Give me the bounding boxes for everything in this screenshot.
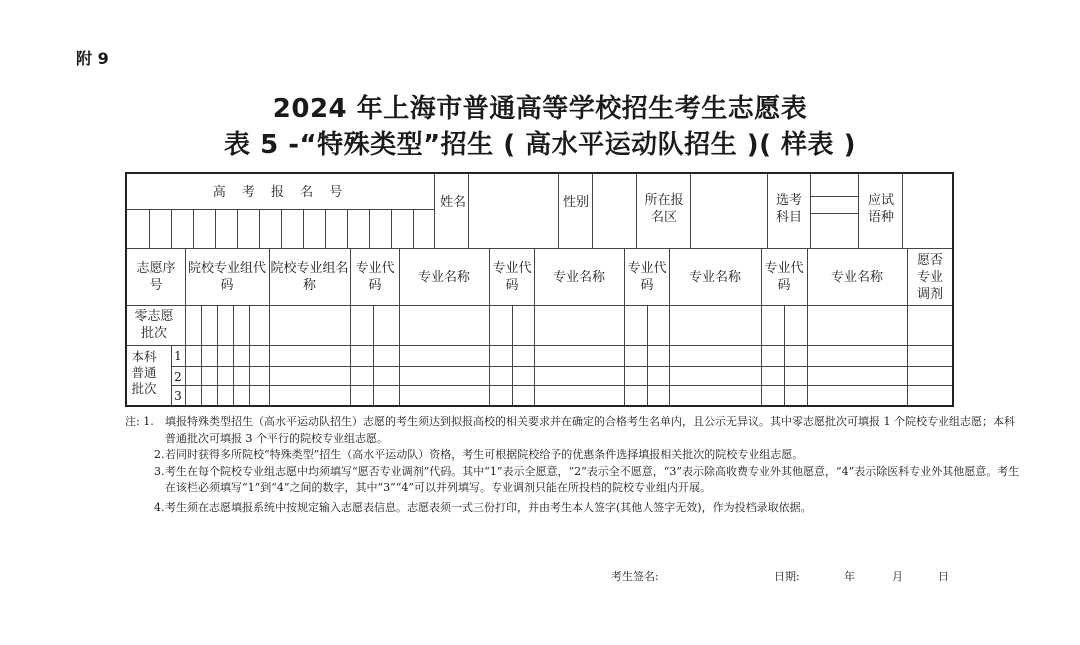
seq-header: 志愿序号 — [136, 261, 176, 293]
code-digit-line — [249, 305, 250, 405]
code-digit-line — [233, 305, 234, 405]
application-form-table — [125, 172, 954, 407]
digit-box — [237, 209, 238, 248]
note-number: 注: 1. — [125, 415, 154, 428]
appendix-label: 附 9 — [76, 49, 109, 68]
col-sep — [350, 248, 351, 405]
digit-box — [215, 209, 216, 248]
header-sep — [690, 174, 691, 248]
column-header-divider — [127, 305, 952, 306]
digit-box — [413, 209, 414, 248]
note-item — [125, 500, 1025, 517]
regular-batch-label: 本科普通批次 — [131, 349, 157, 396]
note-number: 4. — [154, 500, 165, 514]
digit-box — [303, 209, 304, 248]
digit-box — [391, 209, 392, 248]
digit-box — [347, 209, 348, 248]
note-item — [125, 414, 1025, 447]
header-divider — [127, 248, 952, 249]
adjust-header: 愿否专业调剂 — [916, 253, 943, 302]
language-label: 应试语种 — [867, 193, 894, 225]
digit-box — [193, 209, 194, 248]
col-sep — [489, 248, 490, 405]
signature-label: 考生签名: — [611, 570, 659, 583]
col-sep — [907, 248, 908, 405]
digit-box — [281, 209, 282, 248]
code-digit-line — [373, 305, 374, 405]
group-name-header: 院校专业组名称 — [270, 261, 349, 293]
date-label: 日期: — [774, 570, 800, 583]
major-code-header-1: 专业代码 — [355, 261, 395, 293]
day-label: 日 — [938, 570, 949, 583]
major-name-header-1: 专业名称 — [417, 270, 470, 285]
digit-box — [171, 209, 172, 248]
zero-batch-divider — [127, 345, 952, 346]
digit-box — [369, 209, 370, 248]
header-sep — [767, 174, 768, 248]
note-item — [125, 464, 1025, 497]
note-number: 2. — [154, 448, 165, 461]
code-digit-line — [647, 305, 648, 405]
name-label: 姓名 — [439, 195, 466, 210]
row-num-1: 1 — [174, 349, 182, 363]
elective-line-2 — [810, 213, 858, 214]
major-name-header-3: 专业名称 — [688, 270, 741, 285]
note-text: 考生须在志愿填报系统中按规定输入志愿表信息。志愿表须一式三份打印，并由考生本人签字(其他人签字无效)，作为投档录取依据。 — [165, 500, 812, 514]
major-code-header-4: 专业代码 — [764, 261, 804, 293]
col-sep — [624, 248, 625, 405]
header-sep — [434, 174, 435, 248]
row-divider-2 — [171, 385, 952, 386]
header-sep — [858, 174, 859, 248]
header-sep — [810, 174, 811, 248]
major-code-header-3: 专业代码 — [627, 261, 667, 293]
group-code-header: 院校专业组代码 — [187, 261, 266, 293]
header-sep — [558, 174, 559, 248]
row-divider-1 — [171, 366, 952, 367]
district-label: 所在报名区 — [644, 193, 684, 225]
header-sep — [636, 174, 637, 248]
digit-box — [259, 209, 260, 248]
header-sep — [902, 174, 903, 248]
notes-section — [125, 414, 1025, 516]
year-label: 年 — [844, 570, 855, 583]
form-title: 2024 年上海市普通高等学校招生考生志愿表 — [272, 94, 808, 124]
major-name-header-4: 专业名称 — [830, 270, 883, 285]
note-text: 填报特殊类型招生（高水平运动队招生）志愿的考生须达到拟报高校的相关要求并在确定的合格考生名单内，且公示无异议。其中零志愿批次可填报 1 个院校专业组志愿；本科普通批次可填报 3 个平行的院校专业组志愿。 — [165, 415, 1015, 445]
note-text: 考生在每个院校专业组志愿中均须填写“愿否专业调剂”代码。其中“1”表示全愿意，“2”表示全不愿意，“3”表示除高收费专业外其他愿意，“4”表示除医科专业外其他愿意。考生在该栏必须填写“1”到“4”之间的数字，其中“3”“4”可以并列填写。专业调剂只能在所投档的院校专业组内开展。 — [165, 464, 1020, 494]
header-sep — [468, 174, 469, 248]
digit-box — [149, 209, 150, 248]
code-digit-line — [784, 305, 785, 405]
elective-line-1 — [810, 196, 858, 197]
header-sep — [592, 174, 593, 248]
col-sep — [761, 248, 762, 405]
major-name-header-2: 专业名称 — [552, 270, 605, 285]
form-subtitle: 表 5 -“特殊类型”招生 ( 高水平运动队招生 )( 样表 ) — [224, 130, 856, 160]
note-text: 若同时获得多所院校“特殊类型”招生（高水平运动队）资格，考生可根据院校给予的优惠条件选择填报相关批次的院校专业组志愿。 — [165, 448, 804, 461]
month-label: 月 — [892, 570, 903, 583]
notes-label: 注: — [125, 415, 140, 428]
major-code-header-2: 专业代码 — [492, 261, 532, 293]
code-digit-line — [201, 305, 202, 405]
note-item — [125, 447, 1025, 464]
code-digit-line — [217, 305, 218, 405]
note-number: 3. — [154, 464, 165, 478]
exam-number-label: 高 考 报 名 号 — [212, 185, 349, 200]
gender-label: 性别 — [562, 195, 589, 210]
row-num-2: 2 — [174, 370, 182, 384]
code-digit-line — [512, 305, 513, 405]
zero-batch-label: 零志愿批次 — [134, 309, 174, 341]
row-num-3: 3 — [174, 389, 182, 403]
elective-label: 选考科目 — [775, 193, 802, 225]
digit-box — [325, 209, 326, 248]
